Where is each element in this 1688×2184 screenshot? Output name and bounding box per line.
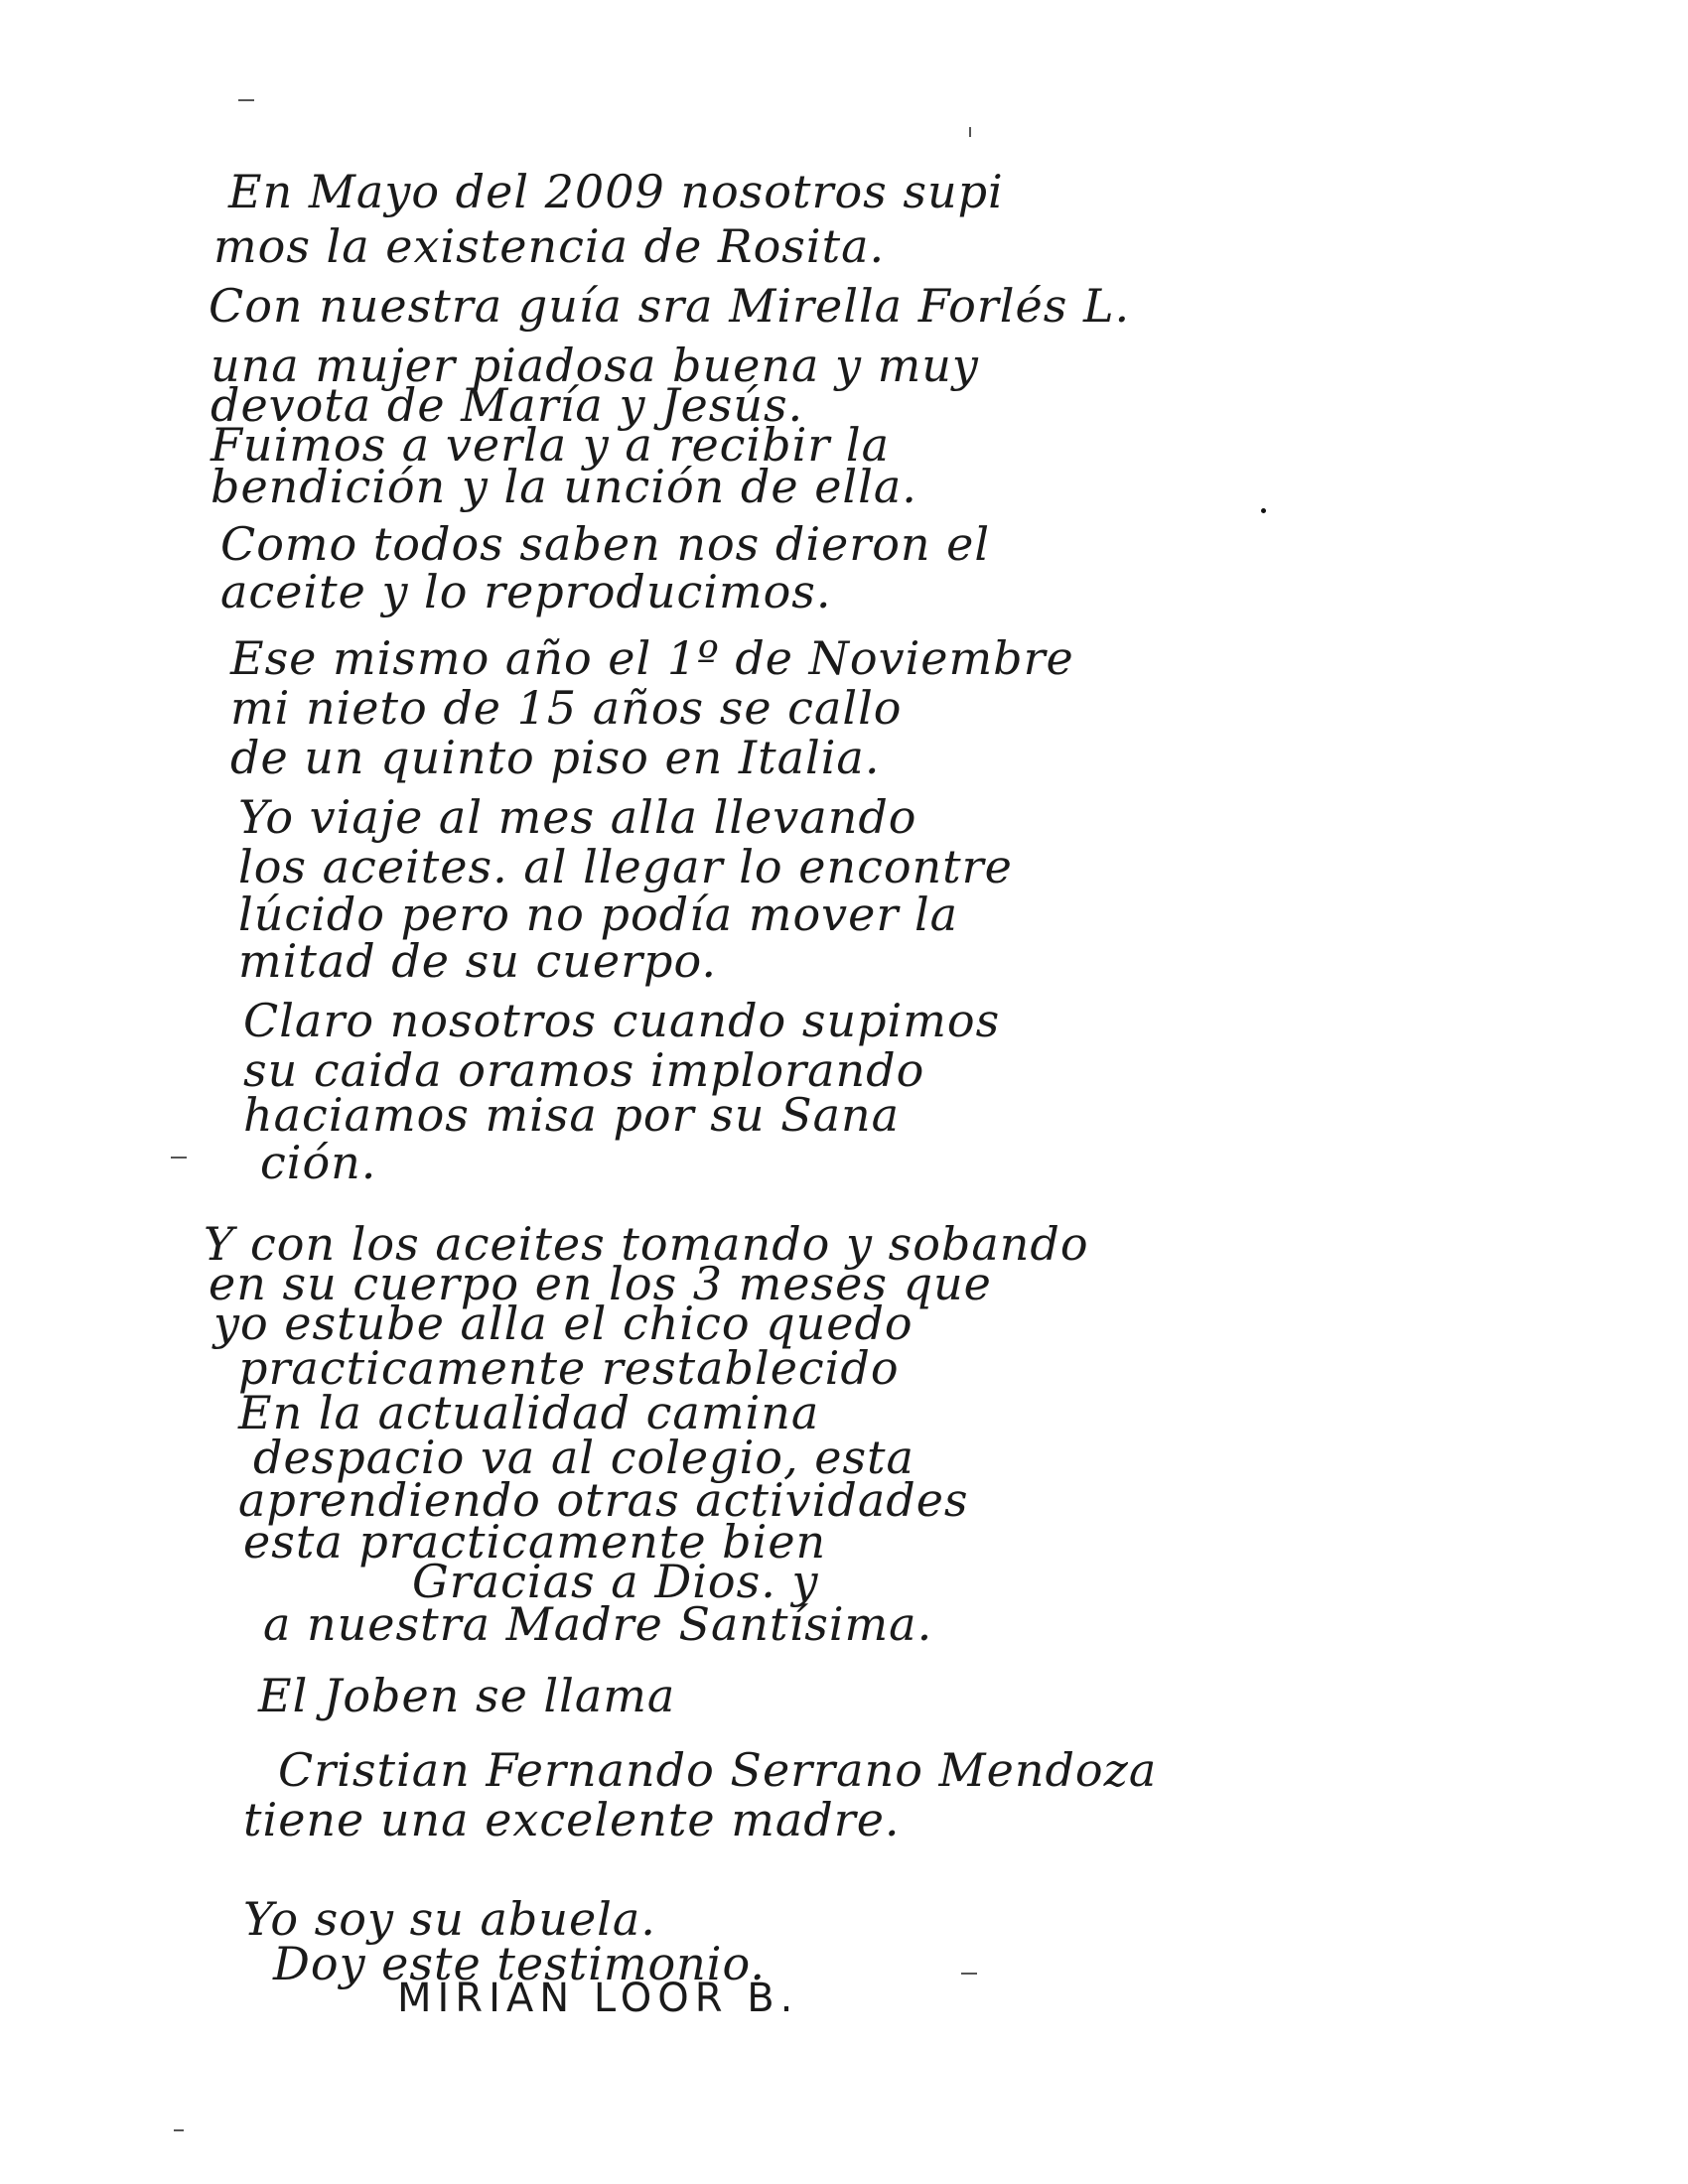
letter-line: esta practicamente bien [243, 1515, 827, 1569]
scan-mark [961, 1973, 977, 1975]
letter-line: haciamos misa por su Sana [243, 1088, 901, 1142]
letter-line: tiene una excelente madre. [243, 1793, 901, 1846]
letter-line: los aceites. al llegar lo encontre [238, 840, 1013, 893]
signature-name: MIRIAN LOOR B. [397, 1976, 799, 2021]
letter-line: Gracias a Dios. y [412, 1555, 819, 1608]
scan-mark [171, 1157, 187, 1159]
letter-line: Claro nosotros cuando supimos [243, 994, 1001, 1047]
letter-line: ción. [260, 1136, 377, 1189]
scan-mark [969, 127, 971, 137]
letter-line: practicamente restablecido [238, 1341, 900, 1395]
letter-line: en su cuerpo en los 3 meses que [209, 1257, 992, 1310]
letter-line: Y con los aceites tomando y sobando [204, 1217, 1089, 1271]
letter-line: a nuestra Madre Santísima. [263, 1597, 933, 1651]
letter-line: yo estube alla el chico quedo [213, 1297, 914, 1350]
letter-line: Como todos saben nos dieron el [220, 517, 991, 571]
letter-line: mi nieto de 15 años se callo [230, 681, 903, 735]
letter-line: Ese mismo año el 1º de Noviembre [230, 631, 1074, 685]
letter-line: aprendiendo otras actividades [238, 1473, 969, 1527]
scan-mark [238, 99, 254, 101]
letter-line: mos la existencia de Rosita. [213, 219, 886, 273]
letter-line: Cristian Fernando Serrano Mendoza [278, 1743, 1158, 1797]
letter-line: mitad de su cuerpo. [238, 934, 718, 988]
letter-line: una mujer piadosa buena y muy [211, 339, 979, 392]
letter-line: El Joben se llama [258, 1669, 676, 1722]
letter-line: lúcido pero no podía mover la [238, 887, 959, 941]
letter-line: Doy este testimonio. [273, 1937, 767, 1990]
letter-line: En Mayo del 2009 nosotros supi [228, 165, 1004, 218]
letter-line: bendición y la unción de ella. [211, 460, 917, 513]
letter-line: En la actualidad camina [238, 1386, 820, 1439]
scan-mark [1261, 508, 1266, 513]
letter-line: de un quinto piso en Italia. [230, 731, 881, 784]
scan-mark [174, 2129, 184, 2131]
letter-line: Yo viaje al mes alla llevando [238, 790, 917, 844]
letter-line: devota de María y Jesús. [211, 378, 804, 432]
letter-line: aceite y lo reproducimos. [220, 565, 832, 618]
letter-line: Yo soy su abuela. [243, 1892, 656, 1946]
letter-line: Con nuestra guía sra Mirella Forlés L. [209, 279, 1131, 333]
letter-line: su caida oramos implorando [243, 1043, 925, 1097]
letter-line: Fuimos a verla y a recibir la [211, 418, 891, 472]
letter-line: despacio va al colegio, esta [253, 1431, 914, 1484]
